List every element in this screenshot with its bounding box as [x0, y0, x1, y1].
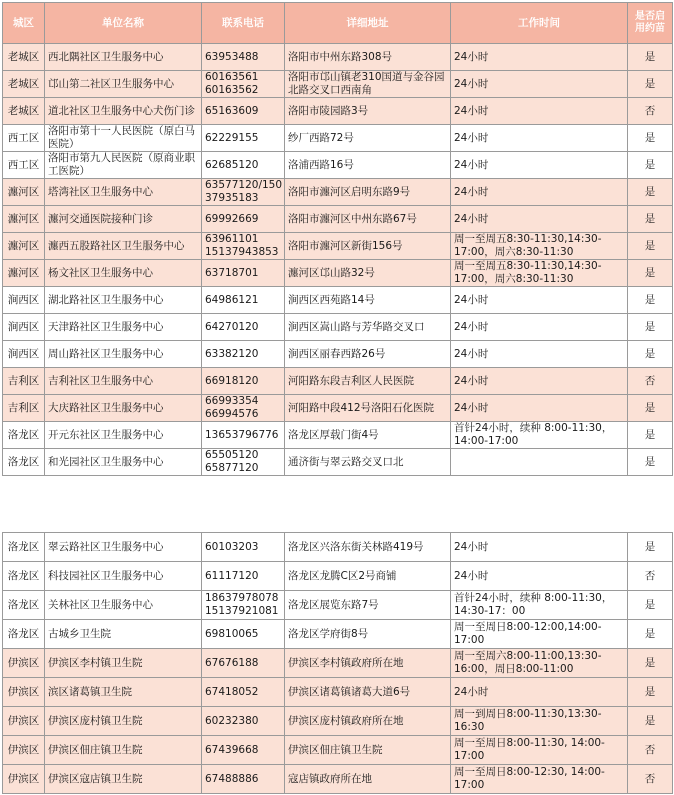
- cell-unit-name: 大庆路社区卫生服务中心: [45, 395, 202, 422]
- cell-address: 涧西区丽春西路26号: [285, 341, 451, 368]
- cell-address: 涧西区西苑路14号: [285, 287, 451, 314]
- cell-appointment: 是: [628, 314, 673, 341]
- table-row: [3, 422, 673, 449]
- cell-phone: 63718701: [202, 260, 285, 287]
- cell-district: 老城区: [3, 98, 45, 125]
- cell-district: 瀍河区: [3, 206, 45, 233]
- cell-hours: 24小时: [451, 368, 628, 395]
- cell-unit-name: 西北隅社区卫生服务中心: [45, 44, 202, 71]
- cell-address: 洛龙区兴洛东街关林路419号: [285, 533, 451, 562]
- cell-unit-name: 洛阳市第九人民医院（原商业职工医院）: [45, 152, 202, 179]
- cell-hours: 24小时: [451, 98, 628, 125]
- cell-appointment: 是: [628, 287, 673, 314]
- cell-hours: 24小时: [451, 314, 628, 341]
- cell-appointment: 是: [628, 678, 673, 707]
- table-row: [3, 649, 673, 678]
- cell-district: 涧西区: [3, 341, 45, 368]
- cell-hours: 24小时: [451, 562, 628, 591]
- cell-phone: 69810065: [202, 620, 285, 649]
- page-break-gap: [0, 523, 674, 532]
- table-row: [3, 179, 673, 206]
- cell-hours: 24小时: [451, 206, 628, 233]
- cell-district: 吉利区: [3, 368, 45, 395]
- cell-address: 洛阳市中州东路308号: [285, 44, 451, 71]
- cell-phone: 18637978078 15137921081: [202, 591, 285, 620]
- cell-address: 洛浦西路16号: [285, 152, 451, 179]
- cell-unit-name: 开元东社区卫生服务中心: [45, 422, 202, 449]
- cell-address: 寇店镇政府所在地: [285, 765, 451, 794]
- cell-hours: 周一到周日8:00-11:30,13:30-16:30: [451, 707, 628, 736]
- cell-appointment: 是: [628, 260, 673, 287]
- cell-address: 涧西区嵩山路与芳华路交叉口: [285, 314, 451, 341]
- cell-appointment: 否: [628, 368, 673, 395]
- cell-address: 通济街与翠云路交叉口北: [285, 449, 451, 476]
- cell-phone: 65505120 65877120: [202, 449, 285, 476]
- cell-hours: 24小时: [451, 71, 628, 98]
- cell-appointment: 是: [628, 649, 673, 678]
- cell-phone: 62229155: [202, 125, 285, 152]
- cell-address: 洛阳市瀍河区新街156号: [285, 233, 451, 260]
- cell-district: 伊滨区: [3, 765, 45, 794]
- cell-district: 西工区: [3, 152, 45, 179]
- table-row: [3, 341, 673, 368]
- cell-appointment: 是: [628, 341, 673, 368]
- cell-phone: 60163561 60163562: [202, 71, 285, 98]
- cell-phone: 67488886: [202, 765, 285, 794]
- table-row: [3, 125, 673, 152]
- table-row: [3, 707, 673, 736]
- cell-appointment: 否: [628, 98, 673, 125]
- cell-appointment: 是: [628, 422, 673, 449]
- table-row: [3, 765, 673, 794]
- table-row: [3, 260, 673, 287]
- header-appointment: 是否启用约苗: [628, 3, 673, 44]
- cell-district: 洛龙区: [3, 620, 45, 649]
- cell-district: 洛龙区: [3, 562, 45, 591]
- cell-phone: 67439668: [202, 736, 285, 765]
- cell-appointment: 否: [628, 562, 673, 591]
- cell-phone: 62685120: [202, 152, 285, 179]
- cell-unit-name: 吉利社区卫生服务中心: [45, 368, 202, 395]
- cell-district: 涧西区: [3, 314, 45, 341]
- table-row: [3, 620, 673, 649]
- cell-appointment: 是: [628, 707, 673, 736]
- table-row: [3, 287, 673, 314]
- cell-hours: 首针24小时，续种 8:00-11:30，14:00-17:00: [451, 422, 628, 449]
- cell-phone: 61117120: [202, 562, 285, 591]
- cell-district: 伊滨区: [3, 649, 45, 678]
- cell-district: 伊滨区: [3, 707, 45, 736]
- cell-district: 洛龙区: [3, 591, 45, 620]
- cell-appointment: 否: [628, 765, 673, 794]
- table-row: [3, 233, 673, 260]
- table-row: [3, 533, 673, 562]
- header-address: 详细地址: [285, 3, 451, 44]
- cell-hours: 周一至周日8:00-11:30, 14:00-17:00: [451, 736, 628, 765]
- cell-district: 洛龙区: [3, 422, 45, 449]
- cell-address: 伊滨区诸葛镇诸葛大道6号: [285, 678, 451, 707]
- cell-unit-name: 道北社区卫生服务中心犬伤门诊: [45, 98, 202, 125]
- cell-phone: 63953488: [202, 44, 285, 71]
- table-row: [3, 71, 673, 98]
- cell-district: 洛龙区: [3, 533, 45, 562]
- cell-unit-name: 伊滨区寇店镇卫生院: [45, 765, 202, 794]
- table-row: [3, 395, 673, 422]
- cell-phone: 66918120: [202, 368, 285, 395]
- cell-district: 伊滨区: [3, 736, 45, 765]
- cell-appointment: 是: [628, 152, 673, 179]
- cell-hours: 周一至周六8:00-11:00,13:30-16:00，周日8:00-11:00: [451, 649, 628, 678]
- cell-phone: 67676188: [202, 649, 285, 678]
- cell-hours: 24小时: [451, 341, 628, 368]
- cell-unit-name: 杨文社区卫生服务中心: [45, 260, 202, 287]
- cell-address: 洛龙区学府街8号: [285, 620, 451, 649]
- cell-appointment: 是: [628, 449, 673, 476]
- cell-unit-name: 伊滨区庞村镇卫生院: [45, 707, 202, 736]
- cell-district: 老城区: [3, 44, 45, 71]
- cell-appointment: 是: [628, 206, 673, 233]
- cell-phone: 65163609: [202, 98, 285, 125]
- table-row: [3, 736, 673, 765]
- header-row: [3, 3, 673, 44]
- header-hours: 工作时间: [451, 3, 628, 44]
- header-unit-name: 单位名称: [45, 3, 202, 44]
- cell-unit-name: 瀍河交通医院接种门诊: [45, 206, 202, 233]
- cell-district: 老城区: [3, 71, 45, 98]
- table-row: [3, 98, 673, 125]
- cell-unit-name: 邙山第二社区卫生服务中心: [45, 71, 202, 98]
- cell-appointment: 是: [628, 233, 673, 260]
- cell-appointment: 是: [628, 533, 673, 562]
- table-row: [3, 562, 673, 591]
- cell-phone: 66993354 66994576: [202, 395, 285, 422]
- cell-appointment: 是: [628, 620, 673, 649]
- table-row: [3, 449, 673, 476]
- cell-address: 洛阳市瀍河区启明东路9号: [285, 179, 451, 206]
- table-row: [3, 368, 673, 395]
- cell-unit-name: 塔湾社区卫生服务中心: [45, 179, 202, 206]
- table-row: [3, 152, 673, 179]
- cell-district: 西工区: [3, 125, 45, 152]
- cell-appointment: 是: [628, 179, 673, 206]
- cell-address: 洛龙区展览东路7号: [285, 591, 451, 620]
- cell-address: 伊滨区李村镇政府所在地: [285, 649, 451, 678]
- cell-address: 伊滨区佃庄镇卫生院: [285, 736, 451, 765]
- cell-hours: 24小时: [451, 287, 628, 314]
- cell-unit-name: 天津路社区卫生服务中心: [45, 314, 202, 341]
- cell-district: 瀍河区: [3, 260, 45, 287]
- cell-address: 洛阳市瀍河区中州东路67号: [285, 206, 451, 233]
- cell-phone: 63382120: [202, 341, 285, 368]
- cell-hours: 首针24小时，续种 8:00-11:30，14:30-17：00: [451, 591, 628, 620]
- table-row: [3, 314, 673, 341]
- cell-phone: 67418052: [202, 678, 285, 707]
- cell-address: 河阳路东段吉利区人民医院: [285, 368, 451, 395]
- cell-address: 瀍河区邙山路32号: [285, 260, 451, 287]
- cell-district: 伊滨区: [3, 678, 45, 707]
- cell-hours: 周一至周日8:00-12:00,14:00-17:00: [451, 620, 628, 649]
- cell-phone: 69992669: [202, 206, 285, 233]
- vaccination-sites-table-part1: [2, 2, 673, 476]
- cell-district: 涧西区: [3, 287, 45, 314]
- table-row: [3, 206, 673, 233]
- header-phone: 联系电话: [202, 3, 285, 44]
- cell-phone: 64270120: [202, 314, 285, 341]
- cell-address: 洛龙区龙腾C区2号商铺: [285, 562, 451, 591]
- table-row: [3, 678, 673, 707]
- cell-appointment: 是: [628, 395, 673, 422]
- cell-district: 瀍河区: [3, 179, 45, 206]
- cell-unit-name: 伊滨区李村镇卫生院: [45, 649, 202, 678]
- table-row: [3, 44, 673, 71]
- cell-district: 洛龙区: [3, 449, 45, 476]
- cell-address: 河阳路中段412号洛阳石化医院: [285, 395, 451, 422]
- cell-hours: 24小时: [451, 152, 628, 179]
- cell-phone: 60232380: [202, 707, 285, 736]
- cell-phone: 13653796776: [202, 422, 285, 449]
- cell-unit-name: 翠云路社区卫生服务中心: [45, 533, 202, 562]
- cell-unit-name: 伊滨区佃庄镇卫生院: [45, 736, 202, 765]
- cell-phone: 63961101 15137943853: [202, 233, 285, 260]
- cell-unit-name: 湖北路社区卫生服务中心: [45, 287, 202, 314]
- cell-hours: 周一至周五8:30-11:30,14:30-17:00，周六8:30-11:30: [451, 233, 628, 260]
- cell-hours: 周一至周五8:30-11:30,14:30-17:00，周六8:30-11:30: [451, 260, 628, 287]
- cell-address: 伊滨区庞村镇政府所在地: [285, 707, 451, 736]
- cell-phone: 60103203: [202, 533, 285, 562]
- cell-unit-name: 古城乡卫生院: [45, 620, 202, 649]
- cell-address: 洛阳市邙山镇老310国道与金谷园北路交叉口西南角: [285, 71, 451, 98]
- vaccination-sites-table-part2: [2, 532, 673, 794]
- cell-unit-name: 和光园社区卫生服务中心: [45, 449, 202, 476]
- cell-hours: [451, 449, 628, 476]
- cell-address: 洛阳市陵园路3号: [285, 98, 451, 125]
- cell-hours: 24小时: [451, 179, 628, 206]
- table-row: [3, 591, 673, 620]
- cell-appointment: 是: [628, 71, 673, 98]
- cell-hours: 周一至周日8:00-12:30, 14:00-17:00: [451, 765, 628, 794]
- cell-address: 纱厂西路72号: [285, 125, 451, 152]
- cell-appointment: 否: [628, 736, 673, 765]
- cell-hours: 24小时: [451, 678, 628, 707]
- cell-appointment: 是: [628, 44, 673, 71]
- cell-hours: 24小时: [451, 533, 628, 562]
- cell-unit-name: 洛阳市第十一人民医院（原白马医院）: [45, 125, 202, 152]
- cell-unit-name: 科技园社区卫生服务中心: [45, 562, 202, 591]
- cell-phone: 63577120/150 37935183: [202, 179, 285, 206]
- cell-unit-name: 瀍西五股路社区卫生服务中心: [45, 233, 202, 260]
- cell-address: 洛龙区厚载门街4号: [285, 422, 451, 449]
- cell-hours: 24小时: [451, 44, 628, 71]
- cell-hours: 24小时: [451, 395, 628, 422]
- header-district: 城区: [3, 3, 45, 44]
- cell-appointment: 是: [628, 125, 673, 152]
- cell-district: 瀍河区: [3, 233, 45, 260]
- cell-hours: 24小时: [451, 125, 628, 152]
- cell-unit-name: 周山路社区卫生服务中心: [45, 341, 202, 368]
- cell-phone: 64986121: [202, 287, 285, 314]
- cell-unit-name: 关林社区卫生服务中心: [45, 591, 202, 620]
- cell-district: 吉利区: [3, 395, 45, 422]
- cell-appointment: 是: [628, 591, 673, 620]
- cell-unit-name: 滨区诸葛镇卫生院: [45, 678, 202, 707]
